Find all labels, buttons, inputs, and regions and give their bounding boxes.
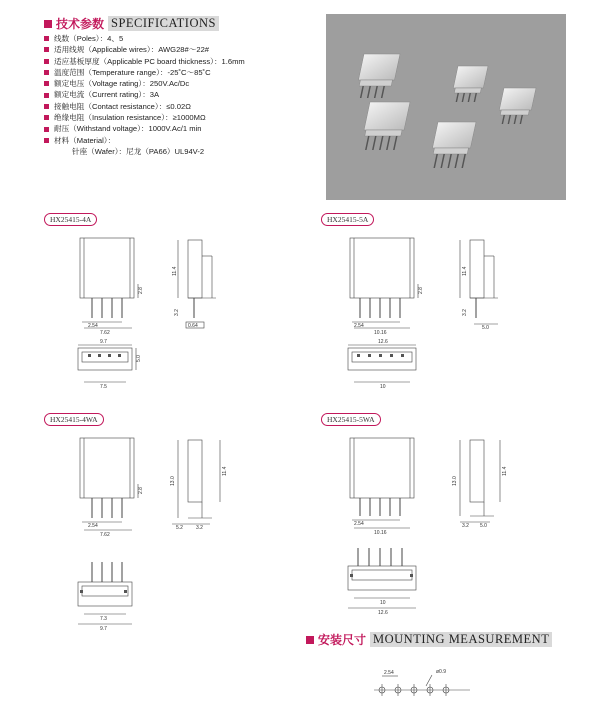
dim-height: 13.0 [170,476,176,486]
dim-wa-side: 5.2 [176,525,183,531]
dim-pitch: 2.54 [354,323,364,329]
dim-side-h: 3.2 [462,309,468,316]
dim-height: 13.0 [452,476,458,486]
spec-item: 适应基板厚度（Applicable PC board thickness）：1.6mm [44,56,245,67]
drawing-4wa [70,436,230,632]
dim-height: 11.4 [462,266,468,276]
spec-item: 接触电阻（Contact resistance）：≤0.02Ω [44,101,245,112]
mounting-title-cn: 安装尺寸 [318,633,367,647]
bullet-icon [44,81,49,86]
dim-height: 11.4 [172,266,178,276]
dim-width: 7.62 [100,330,110,336]
dim-wa-b1: 7.3 [100,616,107,622]
spec-item: 材料（Material）： [44,135,245,146]
model-tag-4wa: HX25415-4WA [44,413,104,426]
dim-width: 7.62 [100,532,110,538]
bullet-icon [44,59,49,64]
bullet-icon [44,138,49,143]
dim-height-2: 11.4 [222,466,228,476]
dim-wa-b1: 10 [380,600,386,606]
spec-item: 线数（Poles）：4、5 [44,33,245,44]
drawing-4a [70,236,230,396]
dim-pitch: 2.54 [354,521,364,527]
specs-title-en: SPECIFICATIONS [108,16,219,31]
dim-top-w: 12.6 [378,339,388,345]
model-tag-5wa: HX25415-5WA [321,413,381,426]
dim-pin: 2.8 [138,487,144,494]
dim-top-b: 10 [380,384,386,390]
dim-width: 10.16 [374,330,387,336]
dim-wa-side2: 3.2 [196,525,203,531]
dim-pin: 2.8 [138,287,144,294]
connector-photo-icon [326,14,566,200]
dim-side-w: 5.0 [480,523,487,529]
bullet-icon [44,93,49,98]
spec-list [44,33,245,157]
bullet-icon [44,115,49,120]
model-tag-4a: HX25415-4A [44,213,97,226]
specs-header [44,15,219,32]
spec-item: 绝缘电阻（Insulation resistance）：≥1000MΩ [44,112,245,123]
spec-item: 温度范围（Temperature range）：-25˚C～85˚C [44,67,245,78]
mounting-header [306,631,552,648]
bullet-icon [44,104,49,109]
dim-pitch: 2.54 [88,523,98,529]
bullet-icon [44,36,49,41]
dim-top-w: 9.7 [100,339,107,345]
mounting-drawing [372,664,472,706]
dim-wa-b2: 12.6 [378,610,388,616]
dim-pin: 2.8 [418,287,424,294]
drawing-5wa [340,436,510,616]
specs-title-cn: 技术参数 [56,17,105,31]
dim-height-2: 11.4 [502,466,508,476]
model-tag-5a: HX25415-5A [321,213,374,226]
dim-wa-b2: 9.7 [100,626,107,632]
dim-side-h: 3.2 [174,309,180,316]
spec-item-sub: 针座（Wafer）：尼龙（PA66）UL94V-2 [72,146,205,156]
front-body [80,238,134,298]
dim-pitch: 2.54 [88,323,98,329]
section-bullet-icon [44,20,52,28]
dim-wa-side2: 3.2 [462,523,469,529]
mount-hole: ø0.9 [436,669,447,675]
section-bullet-icon [306,636,314,644]
dim-width: 10.16 [374,530,387,536]
bullet-icon [44,47,49,52]
dim-top-b: 7.5 [100,384,107,390]
spec-item: 额定电流（Current rating）：3A [44,89,245,100]
mounting-title-en: MOUNTING MEASUREMENT [370,632,552,647]
spec-item: 耐压（Withstand voltage）：1000V.Ac/1 min [44,123,245,134]
dim-side-w: 5.0 [482,325,489,331]
spec-item: 适用线规（Applicable wires）：AWG28#～22# [44,44,245,55]
bullet-icon [44,127,49,132]
mount-pitch: 2.54 [384,670,394,676]
bullet-icon [44,70,49,75]
dim-top-h: 5.0 [136,355,142,362]
drawing-5a [340,236,510,396]
spec-item: 额定电压（Voltage rating）：250V.Ac/Dc [44,78,245,89]
dim-side-w: 0.64 [188,323,198,329]
product-photo [326,14,566,200]
